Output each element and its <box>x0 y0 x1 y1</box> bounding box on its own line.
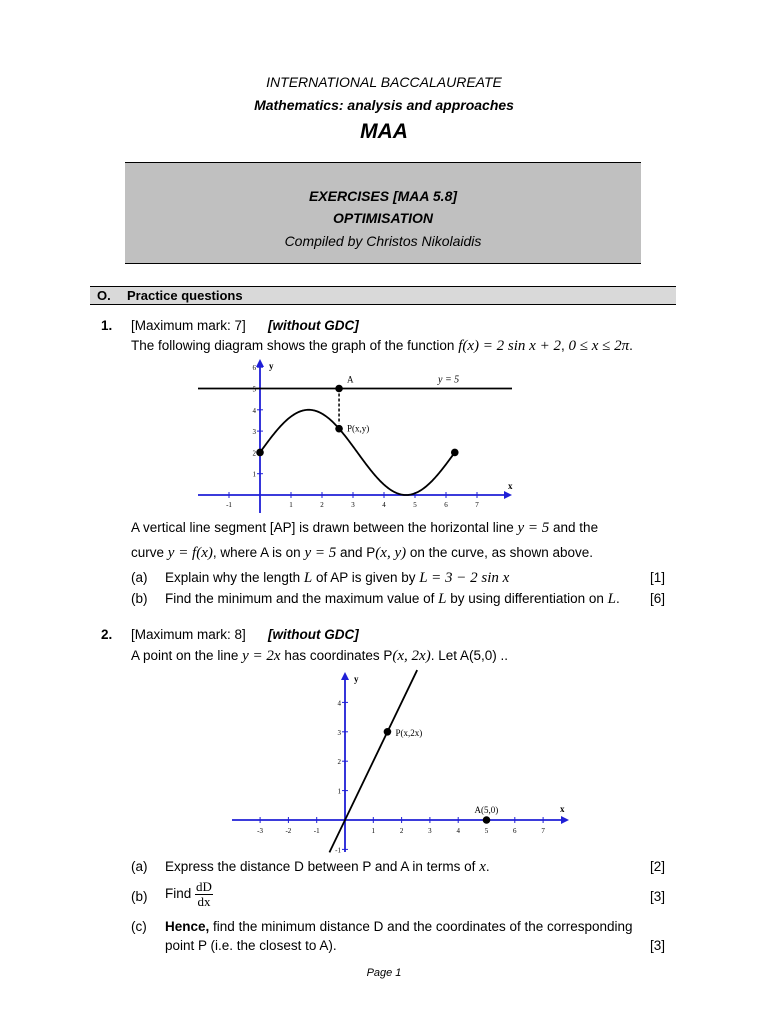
y-tick-label: 5 <box>252 385 256 394</box>
x-tick-label: -1 <box>226 501 232 509</box>
y-tick-label: 1 <box>252 470 256 479</box>
q1a-sym: L <box>303 570 313 586</box>
q1-line-b <box>131 545 593 562</box>
q2-part-b-text <box>165 880 213 909</box>
x-tick-label: -1 <box>313 827 320 835</box>
x-tick-label: -3 <box>257 827 264 835</box>
q1-part-a-label: (a) <box>131 570 148 585</box>
q2b-fraction <box>195 880 213 909</box>
q1-intro-text: The following diagram shows the graph of the function <box>131 338 455 353</box>
exercise-title: EXERCISES [MAA 5.8] <box>308 188 458 204</box>
x-tick-label: 6 <box>444 501 448 509</box>
q1-text-a1: A vertical line segment [AP] is drawn between the horizontal line <box>131 520 514 535</box>
point-p-label: P(x,2x) <box>395 727 423 738</box>
section-title: Practice questions <box>127 288 243 303</box>
q2-part-c-mark: [3] <box>649 938 665 953</box>
x-tick-label: 4 <box>382 501 386 509</box>
q2-intro3: . Let A(5,0) .. <box>430 648 508 663</box>
x-tick-label: 5 <box>413 501 417 509</box>
q1b-end: . <box>615 591 620 606</box>
q1-text-b1: curve <box>131 545 165 560</box>
y-tick-label: 4 <box>252 406 256 415</box>
title-box <box>125 162 641 264</box>
topic-title: OPTIMISATION <box>332 210 434 226</box>
y-tick-label: 2 <box>337 758 341 767</box>
q1-part-a-text <box>165 570 509 587</box>
q2-eq-line: y = 2x <box>242 648 281 664</box>
x-tick-label: 4 <box>456 827 460 835</box>
x-axis-arrow <box>504 491 512 499</box>
q2c-text: find the minimum distance D and the coordinates of the corresponding <box>213 919 633 934</box>
q2a-end: . <box>485 859 490 874</box>
q1b-text: Find the minimum and the maximum value of <box>165 591 435 606</box>
y-tick-label: -1 <box>335 846 341 855</box>
q2b-den: dx <box>197 894 211 909</box>
q1-part-b-mark: [6] <box>649 591 665 606</box>
q1-number: 1. <box>101 318 113 333</box>
q2-part-a-mark: [2] <box>649 859 665 874</box>
q1-eq-y5-b: y = 5 <box>304 545 337 561</box>
point-a <box>483 816 491 824</box>
q2-eq-p: (x, 2x) <box>392 648 431 664</box>
y-tick-label: 3 <box>337 728 341 737</box>
q2-part-c-text2: point P (i.e. the closest to A). <box>165 938 337 953</box>
q2-intro <box>131 648 508 665</box>
q2-part-a-label: (a) <box>131 859 148 874</box>
q2-gdc: [without GDC] <box>268 627 359 642</box>
x-tick-label: 7 <box>541 827 545 835</box>
q2-part-b-mark: [3] <box>649 889 665 904</box>
q2-number: 2. <box>101 627 113 642</box>
q1-marks: [Maximum mark: 7] <box>131 318 246 333</box>
q2c-bold: Hence, <box>165 919 210 934</box>
x-tick-label: 6 <box>513 827 517 835</box>
q1b-sym2: L <box>607 591 616 607</box>
point-p <box>384 728 392 736</box>
point-a <box>335 385 343 393</box>
point-p <box>335 425 343 433</box>
y-tick-label: 1 <box>337 787 341 796</box>
x-tick-label: -2 <box>285 827 292 835</box>
section-number: O. <box>97 288 111 303</box>
q2a-sym: x <box>479 859 486 875</box>
q1-domain: 0 ≤ x ≤ 2π <box>568 338 630 354</box>
course-title: Mathematics: analysis and approaches <box>254 97 514 113</box>
point-p-label: P(x,y) <box>347 423 370 434</box>
q2b-text: Find <box>165 886 192 902</box>
point-a-label: A <box>347 374 354 385</box>
x-axis-label: x <box>560 804 565 814</box>
x-tick-label: 1 <box>289 501 293 509</box>
y-axis-label: y <box>354 674 359 684</box>
q1-part-b-text <box>165 591 620 608</box>
q1-text-b2: , where A is on <box>212 545 301 560</box>
q2-intro2: has coordinates P <box>284 648 393 663</box>
x-tick-label: 2 <box>399 827 404 835</box>
x-tick-label: 3 <box>351 501 355 509</box>
q1-graph <box>190 355 520 515</box>
q1-text-b4: on the curve, as shown above. <box>409 545 593 560</box>
q1-text-b3: and P <box>340 545 376 560</box>
q1-function: f(x) = 2 sin x + 2 <box>458 338 561 354</box>
y-tick-label: 3 <box>252 428 256 437</box>
q2b-num: dD <box>196 879 212 894</box>
y-tick-label: 4 <box>337 699 341 708</box>
y-axis-label: y <box>269 361 274 371</box>
q1-line-a <box>131 520 598 537</box>
curve-fx <box>260 410 455 495</box>
page-number: Page 1 <box>366 967 402 979</box>
q2a-text: Express the distance D between P and A in terms of <box>165 859 476 874</box>
x-tick-label: 5 <box>484 827 489 835</box>
q1b-text2: by using differentiation on <box>450 591 604 606</box>
q1a-text: Explain why the length <box>165 570 301 585</box>
q1a-eq: L = 3 − 2 sin x <box>419 570 510 586</box>
y-axis-arrow <box>256 359 264 367</box>
q2-part-a-text <box>165 859 490 876</box>
q1-eq-yfx: y = f(x) <box>167 545 213 561</box>
q1-intro: The following diagram shows the graph of the function f(x) = 2 sin x + 2, 0 ≤ x ≤ 2π. <box>131 338 633 354</box>
x-axis-arrow <box>561 816 569 824</box>
course-code: MAA <box>360 120 408 143</box>
author-line: Compiled by Christos Nikolaidis <box>284 233 482 249</box>
q1b-sym: L <box>438 591 447 607</box>
endpoint-start <box>256 449 264 457</box>
x-tick-label: 7 <box>475 501 479 509</box>
q2-part-c-label: (c) <box>131 919 147 934</box>
endpoint-end <box>451 449 459 457</box>
q1a-text2: of AP is given by <box>315 570 416 585</box>
q1-gdc: [without GDC] <box>268 318 359 333</box>
q1-text-a2: and the <box>553 520 599 535</box>
point-a-label: A(5,0) <box>474 805 499 815</box>
q2-intro1: A point on the line <box>131 648 239 663</box>
q2-part-b-label: (b) <box>131 889 148 904</box>
x-tick-label: 1 <box>371 827 376 835</box>
y-tick-label: 2 <box>252 449 256 458</box>
y-axis-arrow <box>341 672 349 680</box>
q2-marks: [Maximum mark: 8] <box>131 627 246 642</box>
q1-eq-y5: y = 5 <box>517 520 550 536</box>
section-header <box>90 286 676 305</box>
q1-part-a-mark: [1] <box>649 570 665 585</box>
line-y5-label: y = 5 <box>438 374 460 386</box>
q2-graph <box>228 668 573 858</box>
x-tick-label: 2 <box>320 501 324 509</box>
x-axis-label: x <box>508 481 513 491</box>
q1-part-b-label: (b) <box>131 591 148 606</box>
y-tick-label: 6 <box>252 364 256 373</box>
q2-part-c-text <box>165 919 633 934</box>
org-title: INTERNATIONAL BACCALAUREATE <box>266 74 502 90</box>
q1-eq-pxy: (x, y) <box>375 545 407 561</box>
x-tick-label: 3 <box>428 827 432 835</box>
